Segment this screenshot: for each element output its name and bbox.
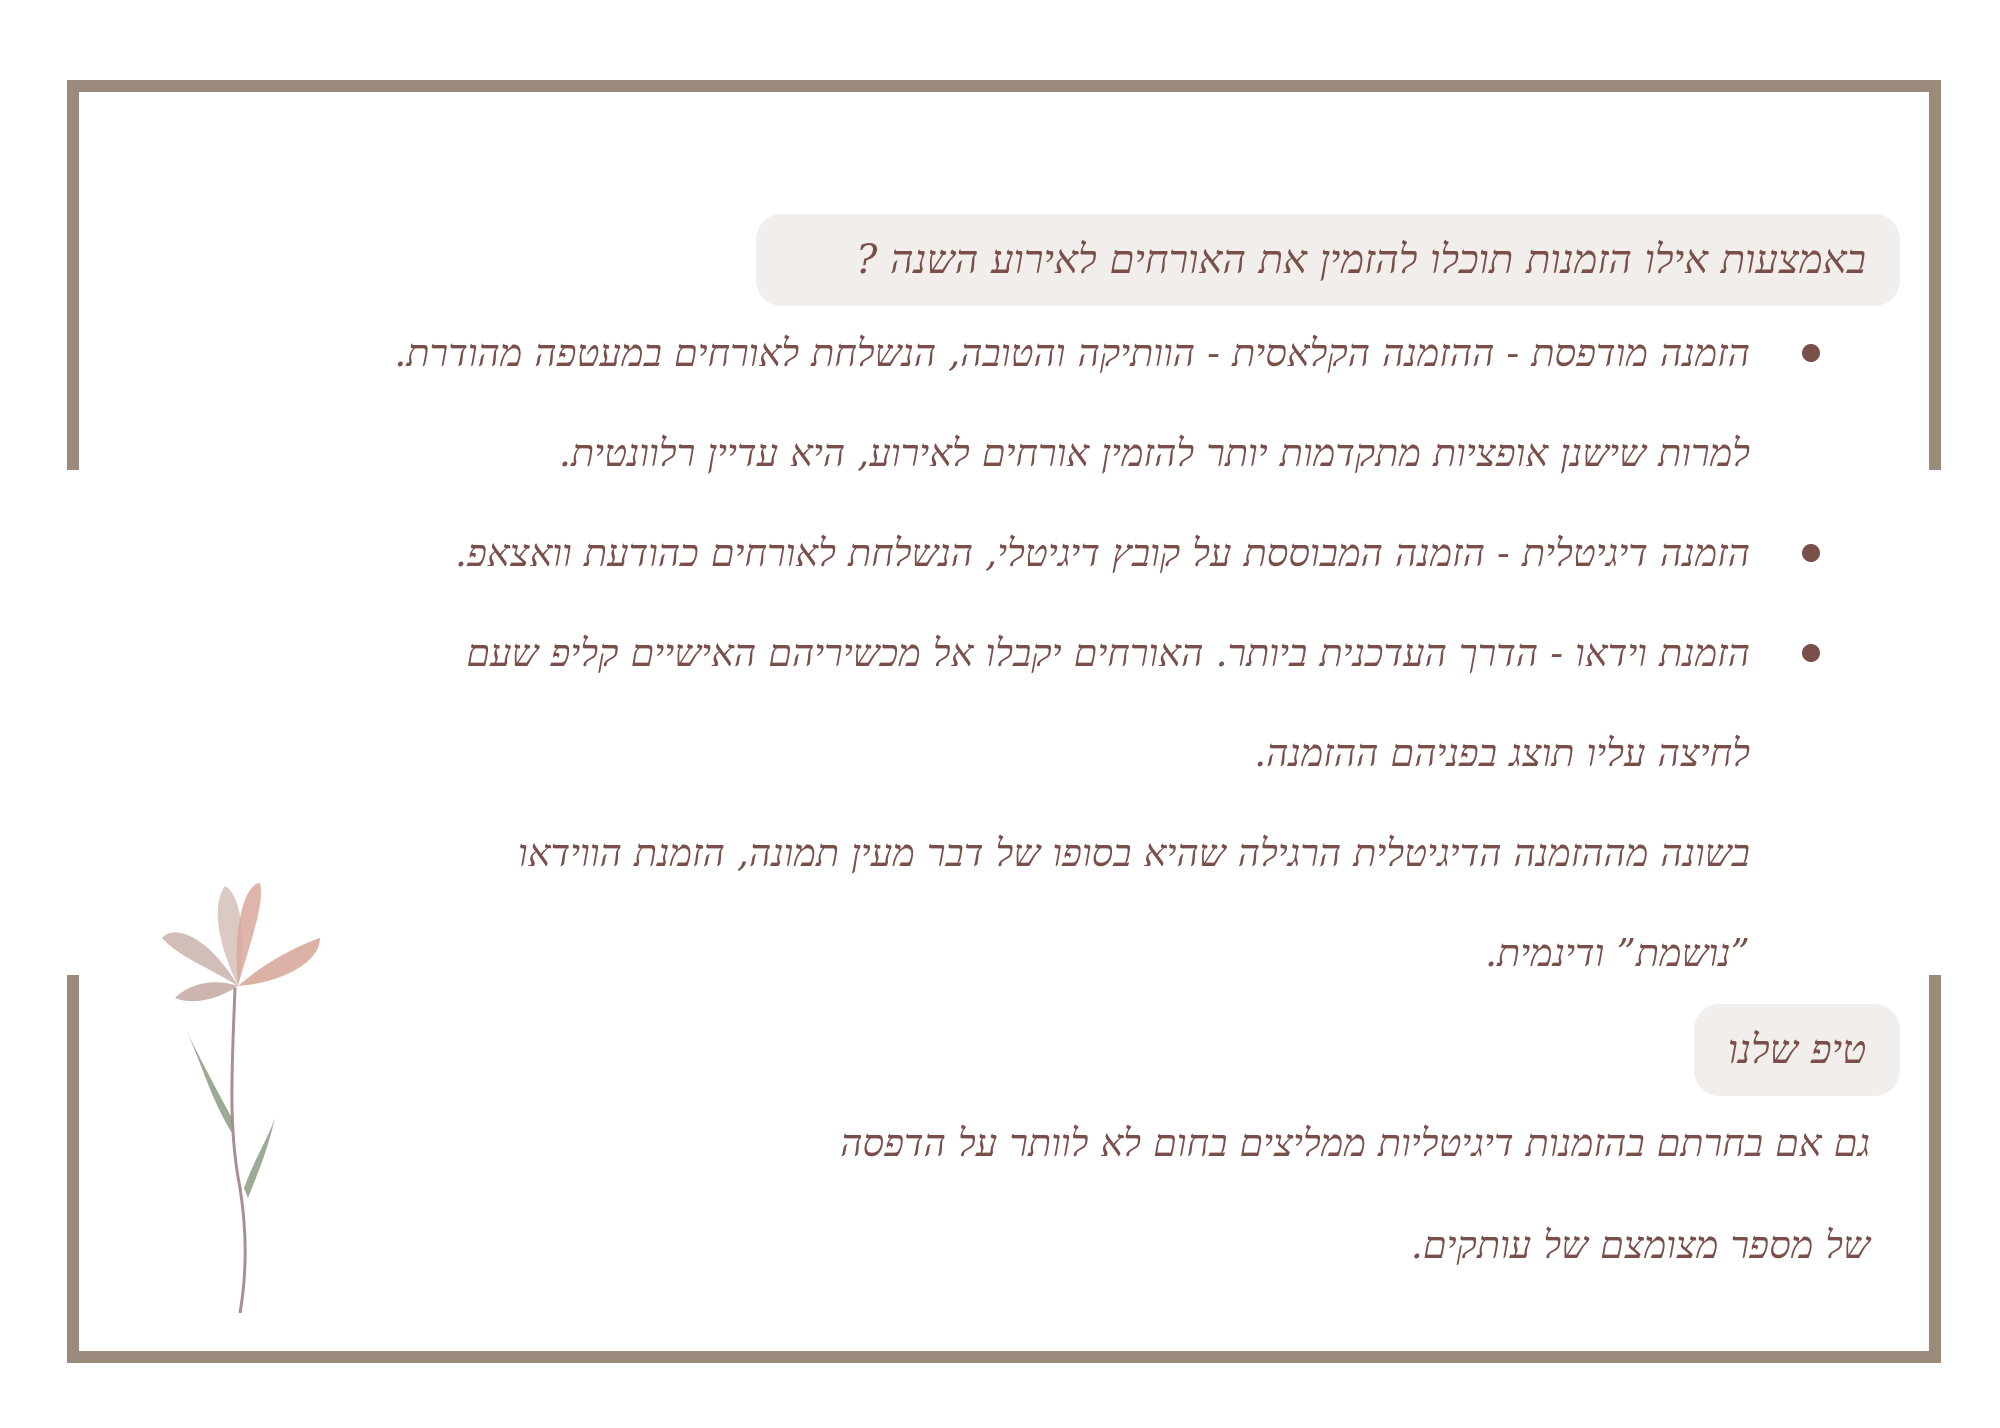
list-item	[150, 315, 1780, 515]
options-list	[150, 315, 1780, 997]
tip-line: של מספר מצומצם של עותקים.	[1410, 1223, 1870, 1267]
list-item-line: הזמנה מודפסת - ההזמנה הקלאסית - הוותיקה והטובה, הנשלחת לאורחים במעטפה מהודרת.	[394, 331, 1750, 375]
bullet-icon	[1802, 644, 1820, 662]
video-note-line: בשונה מההזמנה הדיגיטלית הרגילה שהיא בסופו של דבר מעין תמונה, הזמנת הווידאו	[518, 831, 1750, 875]
tip-line: גם אם בחרתם בהזמנות דיגיטליות ממליצים בחום לא לוותר על הדפסה	[840, 1121, 1870, 1165]
bullet-icon	[1802, 544, 1820, 562]
video-note	[150, 815, 1780, 997]
flower-illustration	[140, 868, 340, 1318]
list-item	[150, 615, 1780, 815]
bullet-icon	[1802, 344, 1820, 362]
tip-heading: טיפ שלנו	[1694, 1004, 1900, 1096]
list-item-line: הזמנה דיגיטלית - הזמנה המבוססת על קובץ דיגיטלי, הנשלחת לאורחים כהודעת וואצאפ.	[454, 531, 1750, 575]
list-item-line: לחיצה עליו תוצג בפניהם ההזמנה.	[1254, 731, 1750, 775]
video-note-line: ”נושמת” ודינמית.	[1484, 931, 1750, 975]
list-item	[150, 515, 1780, 615]
tip-text	[560, 1105, 1870, 1309]
list-item-line: למרות שישנן אופציות מתקדמות יותר להזמין אורחים לאירוע, היא עדיין רלוונטית.	[558, 431, 1750, 475]
list-item-line: הזמנת וידאו - הדרך העדכנית ביותר. האורחים יקבלו אל מכשיריהם האישיים קליפ שעם	[466, 631, 1750, 675]
question-heading: באמצעות אילו הזמנות תוכלו להזמין את האורחים לאירוע השנה ?	[756, 214, 1900, 306]
